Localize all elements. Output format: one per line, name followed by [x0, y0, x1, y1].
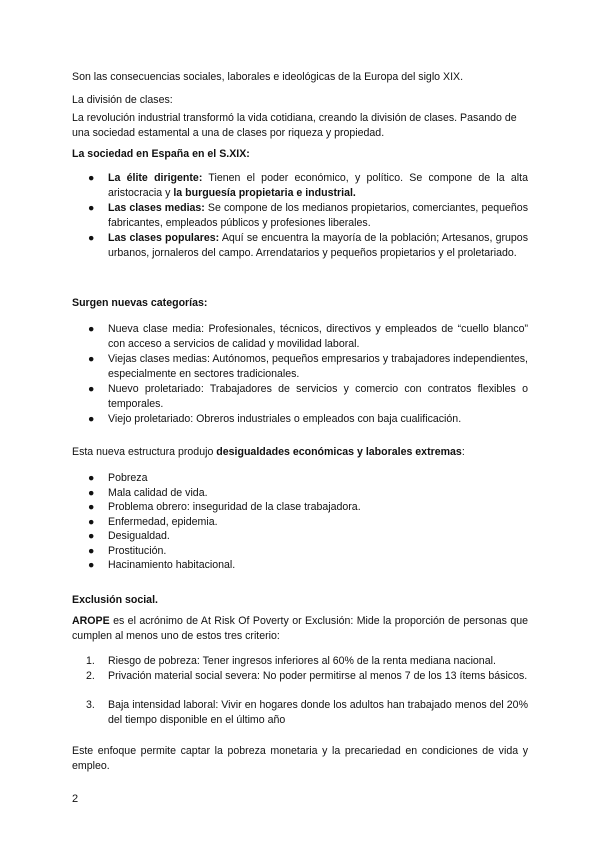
intro-paragraph: Son las consecuencias sociales, laborales e ideológicas de la Europa del siglo XIX. [72, 71, 464, 83]
bullet-icon: ● [88, 545, 95, 557]
division-paragraph: La revolución industrial transformó la vida cotidiana, creando la división de clases. Pasando de una sociedad estamental a una de clases por riqueza y propiedad. [72, 112, 517, 139]
list-item: ● Viejas clases medias: Autónomos, pequeños empresarios y trabajadores independientes, especialmente en sectores tradicionales. [88, 353, 528, 380]
list-item: ● Las clases medias: Se compone de los medianos propietarios, comerciantes, pequeños fabricantes, empleados públicos y profesiones liberales. [88, 202, 528, 229]
list-number: 1. [86, 655, 95, 667]
categorias-heading: Surgen nuevas categorías: [72, 297, 208, 309]
list-item: ● Mala calidad de vida. [88, 487, 208, 499]
bullet-icon: ● [88, 323, 95, 335]
desigualdad-paragraph: Esta nueva estructura produjo desigualdades económicas y laborales extremas: [72, 446, 465, 458]
bullet-icon: ● [88, 413, 95, 425]
list-item: ● Viejo proletariado: Obreros industriales o empleados con baja cualificación. [88, 413, 462, 425]
list-item: 1. Riesgo de pobreza: Tener ingresos inferiores al 60% de la renta mediana nacional. [86, 655, 496, 667]
list-item: ● Nuevo proletariado: Trabajadores de servicios y comercio con contratos flexibles o temporales. [88, 383, 528, 410]
bullet-icon: ● [88, 383, 95, 395]
bullet-icon: ● [88, 487, 95, 499]
list-item: ● Las clases populares: Aquí se encuentra la mayoría de la población; Artesanos, grupos urbanos, jornaleros del campo. Arrendatarios y pequeños propietarios y el proletariado. [88, 232, 528, 259]
list-item: ● Nueva clase media: Profesionales, técnicos, directivos y empleados de “cuello blanco” con acceso a servicios de calidad y movilidad laboral. [88, 323, 528, 350]
division-title: La división de clases: [72, 94, 173, 106]
bullet-icon: ● [88, 202, 95, 214]
bullet-icon: ● [88, 559, 95, 571]
bullet-icon: ● [88, 232, 95, 244]
list-number: 2. [86, 670, 95, 682]
bullet-icon: ● [88, 516, 95, 528]
list-number: 3. [86, 699, 95, 711]
arope-paragraph: AROPE es el acrónimo de At Risk Of Poverty or Exclusión: Mide la proporción de personas que cumplen al menos uno de estos tres criterio: [72, 615, 528, 642]
list-item: ● Enfermedad, epidemia. [88, 516, 218, 528]
list-item: ● Desigualdad. [88, 530, 170, 542]
list-item: ● Hacinamiento habitacional. [88, 559, 236, 571]
bullet-icon: ● [88, 530, 95, 542]
bullet-icon: ● [88, 501, 95, 513]
list-item: 2. Privación material social severa: No poder permitirse al menos 7 de los 13 ítems básicos. [86, 670, 528, 682]
exclusion-heading: Exclusión social. [72, 594, 158, 606]
espana-heading: La sociedad en España en el S.XIX: [72, 148, 250, 160]
list-item: ● Pobreza [88, 472, 148, 484]
list-item: ● Problema obrero: inseguridad de la clase trabajadora. [88, 501, 361, 513]
page-number: 2 [72, 793, 79, 805]
bullet-icon: ● [88, 353, 95, 365]
list-item: 3. Baja intensidad laboral: Vivir en hogares donde los adultos han trabajado menos del 20% del tiempo disponible en el último año [86, 699, 528, 726]
conclusion-paragraph: Este enfoque permite captar la pobreza monetaria y la precariedad en condiciones de vida y empleo. [72, 745, 528, 772]
list-item: ● Prostitución. [88, 545, 167, 557]
bullet-icon: ● [88, 172, 95, 184]
list-item: ● La élite dirigente: Tienen el poder económico, y político. Se compone de la alta aristocracia y la burguesía propietaria e industrial. [88, 172, 528, 199]
bullet-icon: ● [88, 472, 95, 484]
